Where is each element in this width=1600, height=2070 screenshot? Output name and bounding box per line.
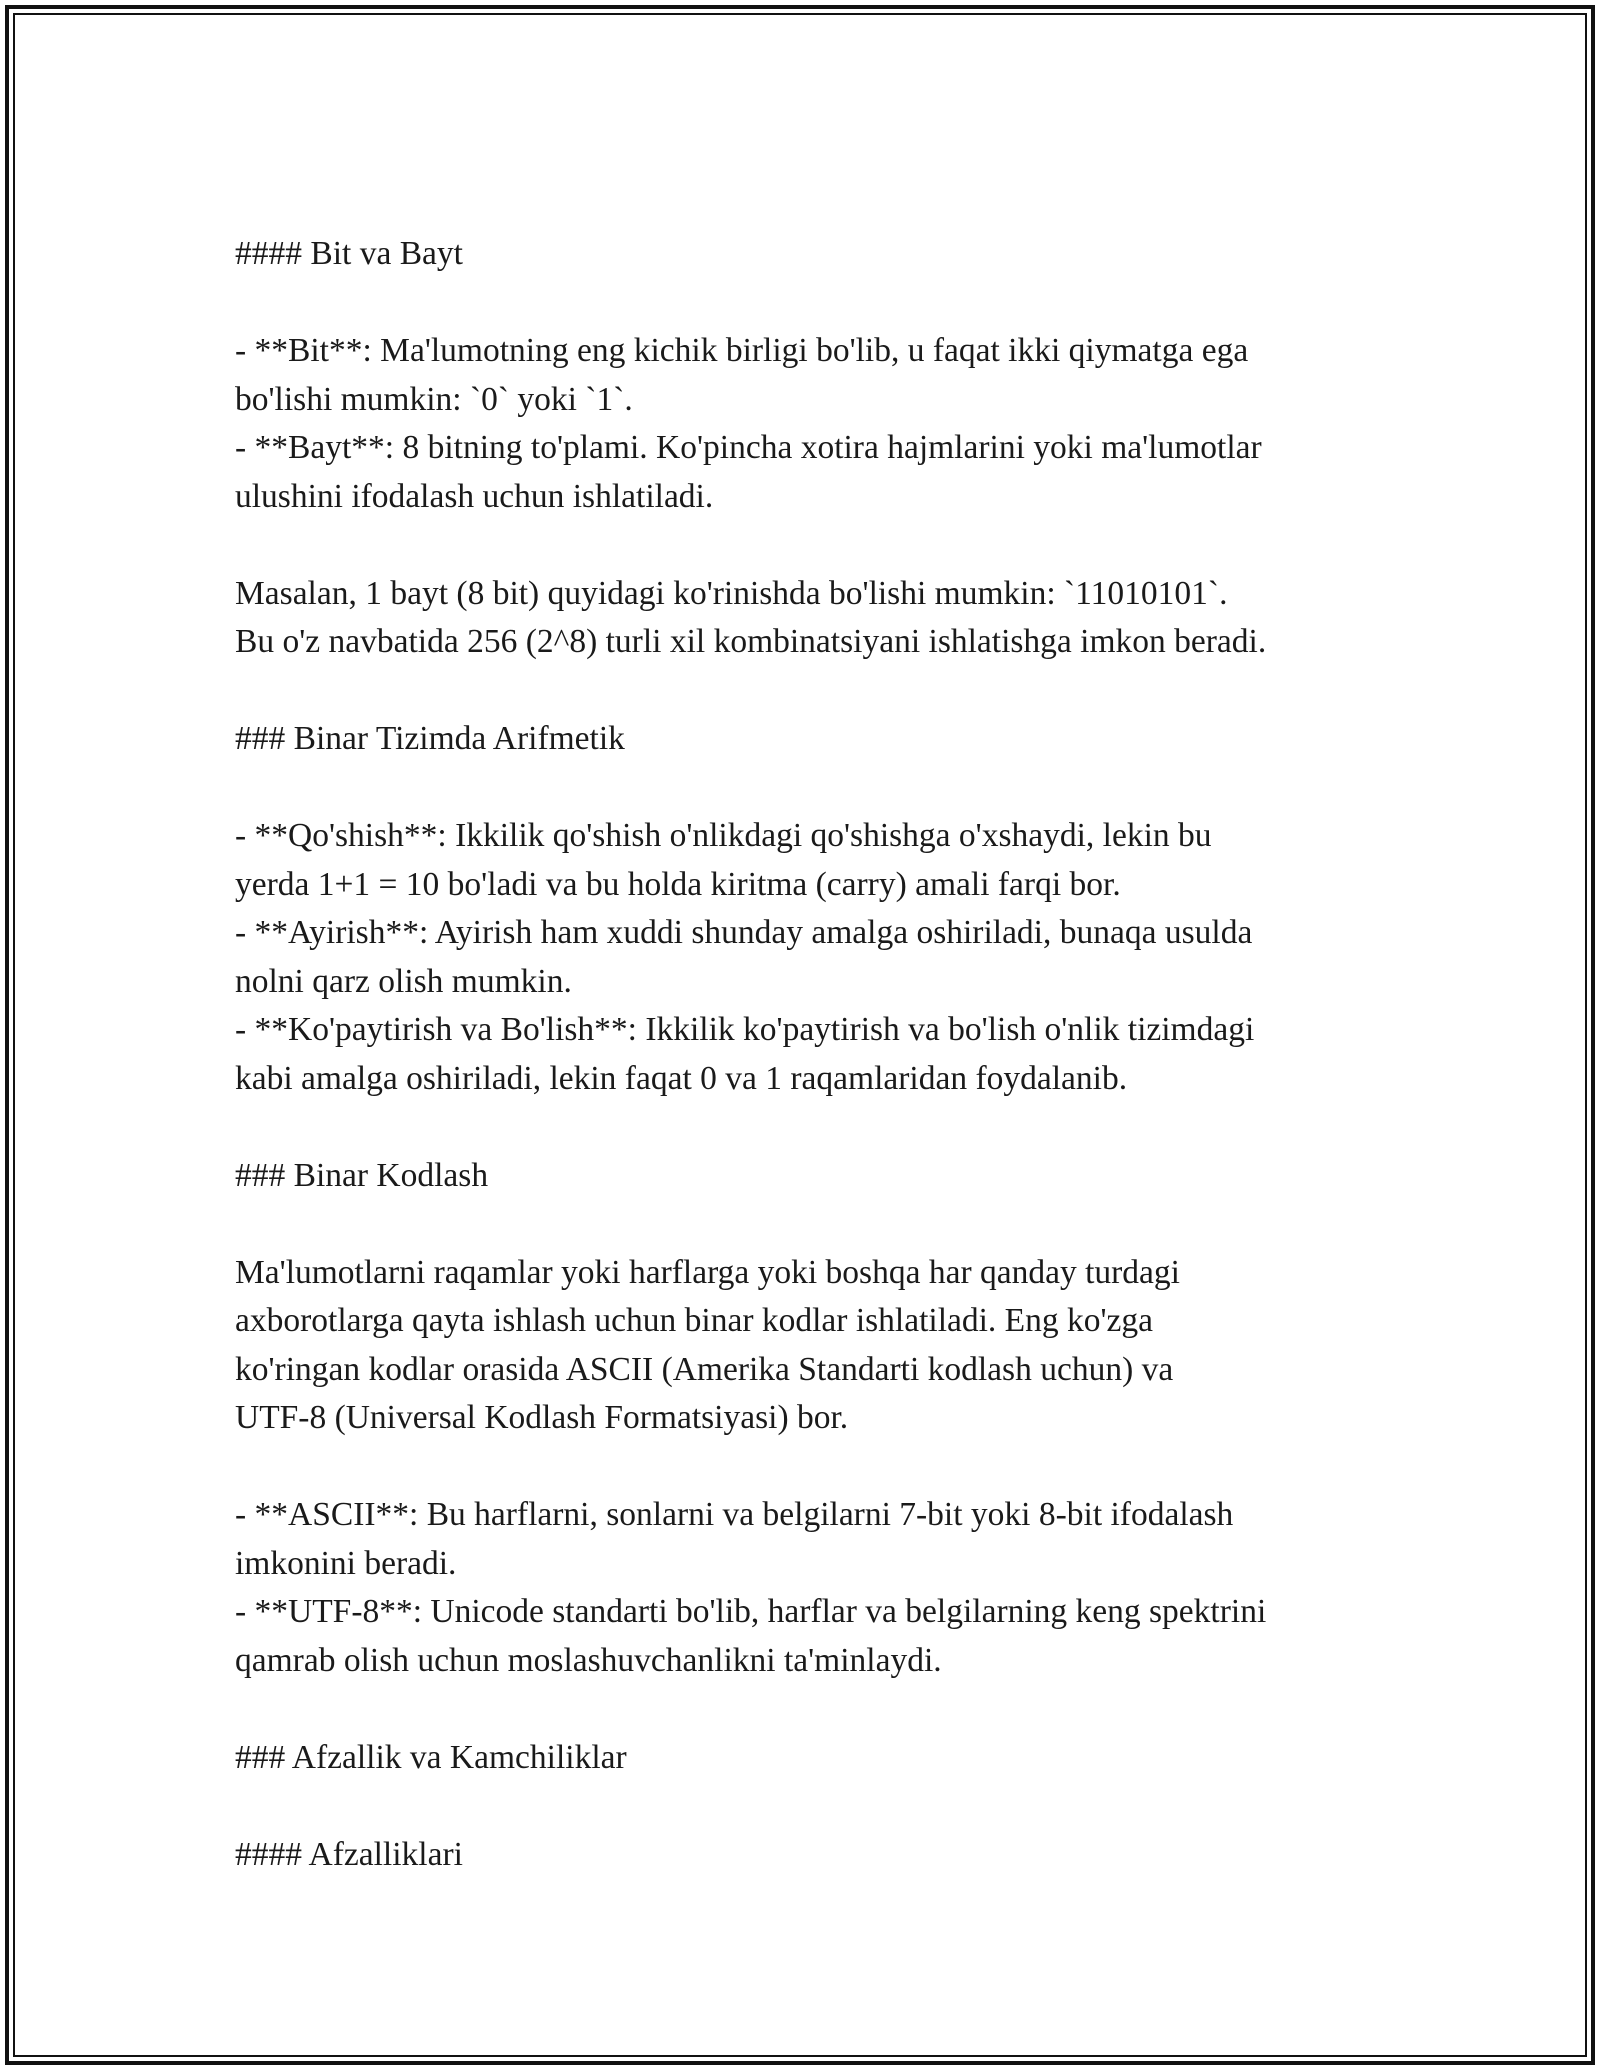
- paragraph-kodlash: [235, 1249, 1385, 1443]
- list-item-ayirish: [235, 909, 1385, 1006]
- list-item-line: qamrab olish uchun moslashuvchanlikni ta'minlaydi.: [235, 1641, 942, 1679]
- list-item-line: - **Bit**: Ma'lumotning eng kichik birligi bo'lib, u faqat ikki qiymatga ega: [235, 332, 1249, 369]
- blank-line: [235, 1782, 1385, 1831]
- blank-line: [235, 1443, 1385, 1492]
- paragraph-example: [235, 570, 1385, 667]
- paragraph-line: UTF-8 (Universal Kodlash Formatsiyasi) bor.: [235, 1399, 849, 1436]
- list-item-line: - **UTF-8**: Unicode standarti bo'lib, harflar va belgilarning keng spektrini: [235, 1593, 1267, 1630]
- list-item-line: imkonini beradi.: [235, 1544, 457, 1582]
- list-item-line: - **Bayt**: 8 bitning to'plami. Ko'pincha xotira hajmlarini yoki ma'lumotlar: [235, 429, 1262, 466]
- heading-afzalliklari: #### Afzalliklari: [235, 1835, 463, 1873]
- list-item-line: bo'lishi mumkin: `0` yoki `1`.: [235, 380, 633, 418]
- list-item-bayt: [235, 424, 1385, 521]
- heading-binar-kodlash: ### Binar Kodlash: [235, 1156, 489, 1194]
- heading-afzallik-va-kamchiliklar: ### Afzallik va Kamchiliklar: [235, 1738, 627, 1776]
- list-item-bit: [235, 327, 1385, 424]
- heading-binar-tizimda-arifmetik: ### Binar Tizimda Arifmetik: [235, 720, 625, 757]
- blank-line: [235, 1103, 1385, 1152]
- list-item-kopaytirish: [235, 1006, 1385, 1103]
- paragraph-line: Masalan, 1 bayt (8 bit) quyidagi ko'rinishda bo'lishi mumkin: `11010101`.: [235, 574, 1228, 612]
- blank-line: [235, 764, 1385, 813]
- paragraph-line: Bu o'z navbatida 256 (2^8) turli xil kombinatsiyani ishlatishga imkon beradi.: [235, 623, 1267, 660]
- list-item-line: - **ASCII**: Bu harflarni, sonlarni va belgilarni 7-bit yoki 8-bit ifodalash: [235, 1496, 1234, 1533]
- document-body: [235, 230, 1385, 1879]
- list-item-line: - **Qo'shish**: Ikkilik qo'shish o'nlikdagi qo'shishga o'xshaydi, lekin bu: [235, 817, 1212, 854]
- list-item-qoshish: [235, 812, 1385, 909]
- list-item-line: kabi amalga oshiriladi, lekin faqat 0 va 1 raqamlaridan foydalanib.: [235, 1059, 1128, 1097]
- blank-line: [235, 1685, 1385, 1734]
- paragraph-line: Ma'lumotlarni raqamlar yoki harflarga yoki boshqa har qanday turdagi: [235, 1253, 1180, 1291]
- paragraph-line: ko'ringan kodlar orasida ASCII (Amerika Standarti kodlash uchun) va: [235, 1350, 1174, 1388]
- blank-line: [235, 1200, 1385, 1249]
- list-item-line: - **Ayirish**: Ayirish ham xuddi shunday amalga oshiriladi, bunaqa usulda: [235, 914, 1253, 951]
- blank-line: [235, 667, 1385, 716]
- list-item-line: nolni qarz olish mumkin.: [235, 962, 572, 1000]
- list-item-utf8: [235, 1588, 1385, 1685]
- list-item-ascii: [235, 1491, 1385, 1588]
- paragraph-line: axborotlarga qayta ishlash uchun binar kodlar ishlatiladi. Eng ko'zga: [235, 1302, 1154, 1339]
- heading-bit-va-bayt: #### Bit va Bayt: [235, 235, 463, 272]
- list-item-line: yerda 1+1 = 10 bo'ladi va bu holda kiritma (carry) amali farqi bor.: [235, 865, 1121, 903]
- list-item-line: ulushini ifodalash uchun ishlatiladi.: [235, 477, 714, 515]
- blank-line: [235, 279, 1385, 328]
- list-item-line: - **Ko'paytirish va Bo'lish**: Ikkilik ko'paytirish va bo'lish o'nlik tizimdagi: [235, 1011, 1255, 1048]
- blank-line: [235, 521, 1385, 570]
